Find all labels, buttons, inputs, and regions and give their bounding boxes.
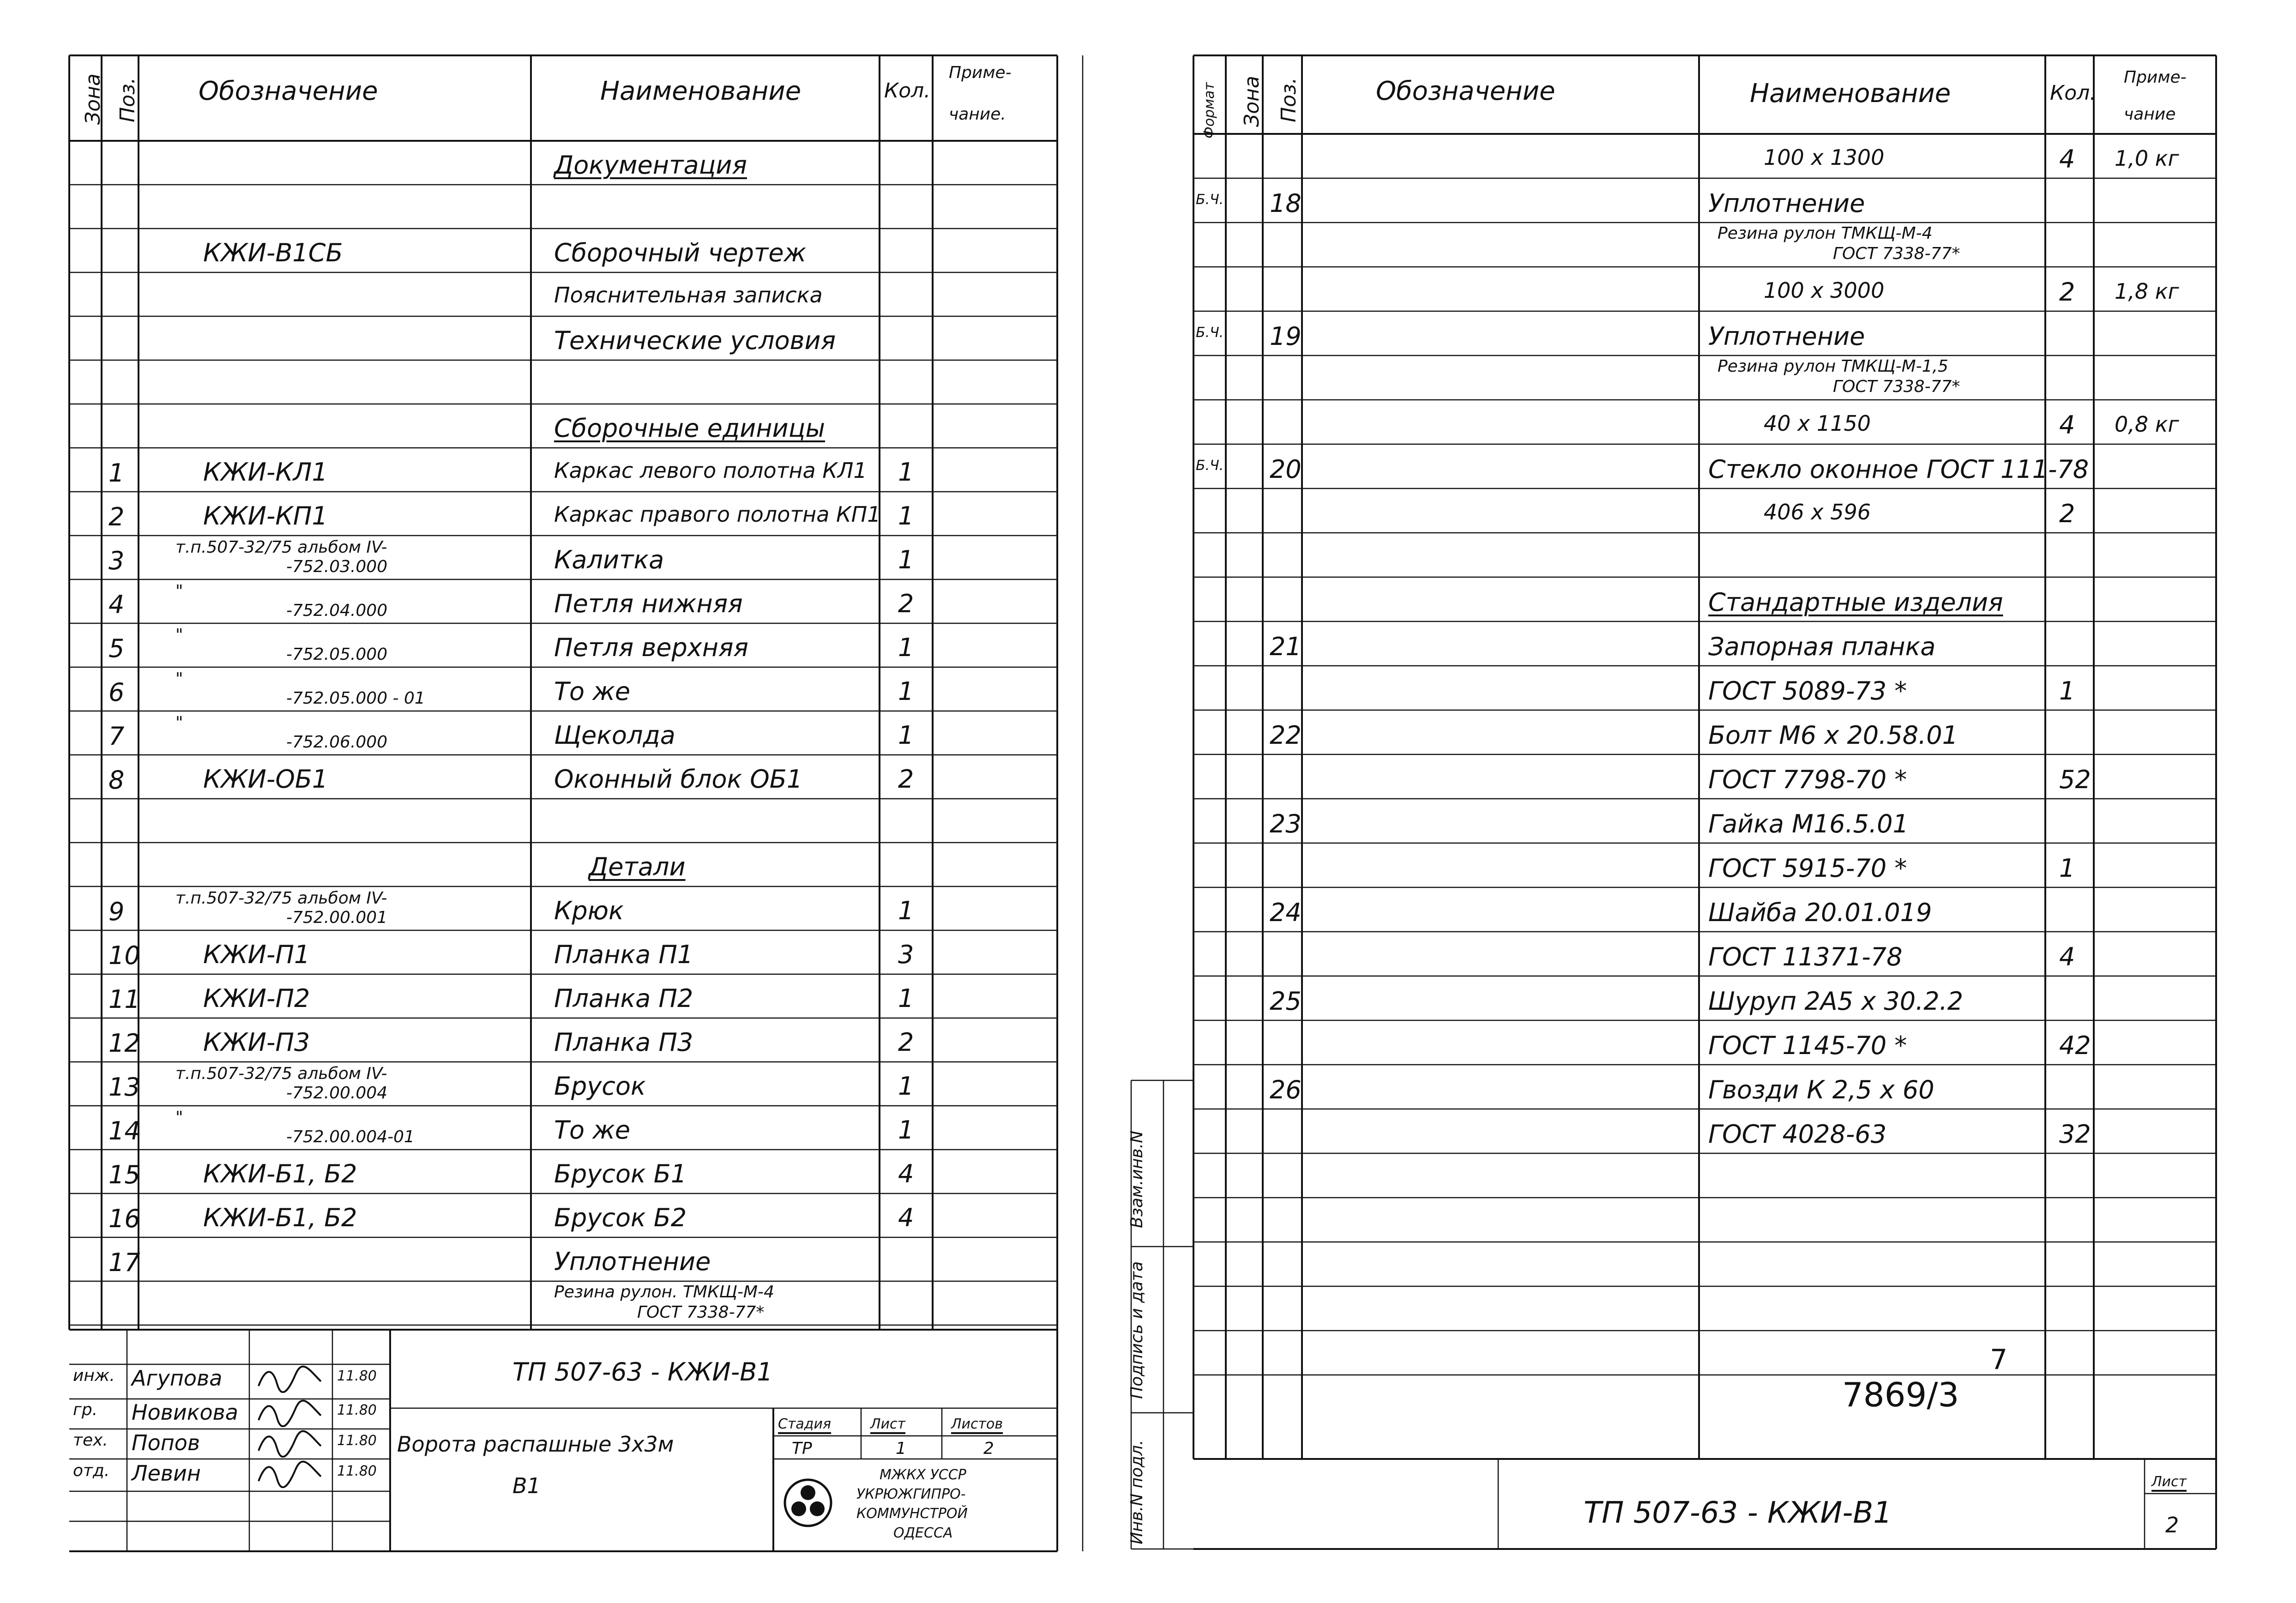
signature-icon bbox=[256, 1460, 325, 1490]
row-poz: 12 bbox=[108, 1029, 140, 1058]
row-poz: 7 bbox=[108, 722, 125, 751]
right-header-format: Формат bbox=[1201, 82, 1217, 139]
row-poz: 2 bbox=[108, 502, 125, 531]
row-naimenovanie: Планка П1 bbox=[554, 940, 693, 969]
row-kol: 1 bbox=[898, 545, 914, 574]
row-oboznachenie: КЖИ-П3 bbox=[203, 1028, 310, 1057]
right-list-label: Лист bbox=[2151, 1474, 2187, 1490]
left-listov-label: Листов bbox=[951, 1416, 1003, 1432]
section-heading: Детали bbox=[589, 852, 686, 881]
section-heading: Сборочные единицы bbox=[554, 414, 826, 443]
staff-date: 11.80 bbox=[337, 1433, 377, 1449]
row-poz: 19 bbox=[1270, 322, 1302, 351]
row-naimenovanie: 100 х 1300 bbox=[1764, 145, 1885, 170]
stamp-number: 7869/3 bbox=[1842, 1375, 1959, 1414]
row-poz: 15 bbox=[108, 1160, 140, 1189]
row-poz: 24 bbox=[1270, 898, 1302, 927]
row-poz: 3 bbox=[108, 546, 125, 575]
row-kol: 4 bbox=[2059, 410, 2075, 440]
row-naimenovanie: Уплотнение bbox=[1708, 322, 1865, 351]
row-naimenovanie: Уплотнение bbox=[554, 1247, 711, 1276]
row-kol: 1 bbox=[898, 1115, 914, 1145]
row-naimenovanie: 406 х 596 bbox=[1764, 500, 1871, 524]
left-header-prim-2: чание. bbox=[949, 105, 1006, 124]
row-poz: 6 bbox=[108, 678, 125, 707]
right-header-kol: Кол. bbox=[2050, 81, 2097, 105]
row-poz: 14 bbox=[108, 1116, 140, 1145]
row-kol: 2 bbox=[898, 1028, 914, 1057]
row-oboznachenie-2: -752.05.000 - 01 bbox=[286, 689, 425, 708]
row-oboznachenie: " bbox=[175, 626, 183, 645]
row-naimenovanie: Петля верхняя bbox=[554, 633, 749, 662]
row-kol: 2 bbox=[2059, 499, 2075, 528]
row-kol: 52 bbox=[2059, 765, 2091, 794]
row-naimenovanie: Брусок Б2 bbox=[554, 1203, 687, 1232]
row-naimenovanie: Оконный блок ОБ1 bbox=[554, 765, 803, 794]
row-naimenovanie: Гвозди К 2,5 х 60 bbox=[1708, 1075, 1934, 1104]
row-poz: 10 bbox=[108, 941, 140, 970]
row-kol: 4 bbox=[2059, 145, 2075, 174]
org-line-1: МЖКХ УССР bbox=[880, 1467, 966, 1483]
side-label-inv-podl: Инв.N подл. bbox=[1127, 1440, 1146, 1544]
row-kol: 32 bbox=[2059, 1120, 2091, 1149]
staff-date: 11.80 bbox=[337, 1368, 377, 1384]
row-naimenovanie: Брусок Б1 bbox=[554, 1159, 687, 1188]
signature-icon bbox=[256, 1399, 325, 1429]
row-kol: 1 bbox=[2059, 676, 2075, 705]
right-list-value: 2 bbox=[2165, 1513, 2179, 1537]
row-poz: 17 bbox=[108, 1248, 140, 1277]
row-kol: 1 bbox=[898, 633, 914, 662]
row-prim: 1,0 кг bbox=[2115, 146, 2179, 171]
right-title-designation: ТП 507-63 - КЖИ-В1 bbox=[1584, 1496, 1892, 1530]
side-label-podpis-data: Подпись и дата bbox=[1127, 1261, 1146, 1399]
left-list-label: Лист bbox=[870, 1416, 906, 1432]
row-naimenovanie: ГОСТ 5089-73 * bbox=[1708, 676, 1907, 705]
left-stadia-label: Стадия bbox=[778, 1416, 832, 1432]
left-list-value: 1 bbox=[896, 1439, 906, 1458]
row-oboznachenie-2: -752.06.000 bbox=[286, 733, 388, 752]
org-logo-icon bbox=[783, 1477, 833, 1528]
row-naimenovanie: Щеколда bbox=[554, 721, 675, 750]
row-naimenovanie: Планка П3 bbox=[554, 1028, 693, 1057]
row-oboznachenie-2: -752.05.000 bbox=[286, 645, 388, 664]
row-kol: 2 bbox=[2059, 277, 2075, 307]
row-naimenovanie: ГОСТ 5915-70 * bbox=[1708, 854, 1907, 883]
row-oboznachenie-2: -752.03.000 bbox=[286, 557, 388, 576]
row-poz: 8 bbox=[108, 765, 125, 795]
row-oboznachenie: КЖИ-КП1 bbox=[203, 501, 328, 530]
row-format: Б.Ч. bbox=[1196, 458, 1224, 474]
row-naimenovanie-2: ГОСТ 7338-77* bbox=[637, 1303, 765, 1322]
staff-role: отд. bbox=[73, 1461, 110, 1480]
row-oboznachenie: КЖИ-П2 bbox=[203, 984, 310, 1013]
row-naimenovanie: Брусок bbox=[554, 1072, 646, 1101]
row-kol: 4 bbox=[898, 1203, 914, 1232]
row-poz: 23 bbox=[1270, 809, 1302, 838]
row-oboznachenie: КЖИ-Б1, Б2 bbox=[203, 1159, 357, 1188]
row-naimenovanie: Гайка М16.5.01 bbox=[1708, 809, 1909, 838]
row-naimenovanie: Шуруп 2А5 х 30.2.2 bbox=[1708, 987, 1964, 1016]
row-naimenovanie: Крюк bbox=[554, 896, 624, 925]
section-heading: Документация bbox=[554, 151, 747, 180]
row-naimenovanie-2: ГОСТ 7338-77* bbox=[1833, 377, 1960, 396]
row-oboznachenie: т.п.507-32/75 альбом IV- bbox=[175, 1064, 387, 1083]
side-label-vzam-inv: Взам.инв.N bbox=[1127, 1130, 1146, 1228]
right-header-prim-2: чание bbox=[2124, 105, 2176, 124]
row-kol: 1 bbox=[898, 501, 914, 530]
row-oboznachenie-2: -752.00.001 bbox=[286, 908, 388, 927]
row-naimenovanie: 40 х 1150 bbox=[1764, 411, 1871, 436]
signature-icon bbox=[256, 1365, 325, 1395]
row-poz: 9 bbox=[108, 897, 125, 926]
right-header-zona: Зона bbox=[1240, 76, 1264, 127]
row-naimenovanie: ГОСТ 11371-78 bbox=[1708, 942, 1903, 971]
row-oboznachenie: " bbox=[175, 669, 183, 688]
staff-role: гр. bbox=[73, 1400, 98, 1419]
row-naimenovanie: Шайба 20.01.019 bbox=[1708, 898, 1932, 927]
row-kol: 1 bbox=[898, 984, 914, 1013]
row-poz: 1 bbox=[108, 458, 125, 488]
staff-role: инж. bbox=[73, 1366, 115, 1385]
row-kol: 1 bbox=[898, 1072, 914, 1101]
row-oboznachenie-2: -752.00.004 bbox=[286, 1084, 388, 1103]
row-naimenovanie: То же bbox=[554, 1115, 631, 1145]
row-poz: 13 bbox=[108, 1073, 140, 1102]
right-header-naimenovanie: Наименование bbox=[1750, 78, 1951, 108]
row-prim: 0,8 кг bbox=[2115, 412, 2179, 437]
staff-name: Новикова bbox=[132, 1400, 238, 1425]
row-naimenovanie: То же bbox=[554, 677, 631, 706]
row-oboznachenie: т.п.507-32/75 альбом IV- bbox=[175, 889, 387, 908]
row-kol: 1 bbox=[898, 721, 914, 750]
left-stadia-value: ТР bbox=[792, 1439, 812, 1458]
row-kol: 1 bbox=[898, 458, 914, 487]
row-naimenovanie: Резина рулон ТМКЩ-М-1,5 bbox=[1717, 357, 1948, 376]
row-naimenovanie: 100 х 3000 bbox=[1764, 278, 1885, 303]
row-poz: 18 bbox=[1270, 189, 1302, 218]
staff-name: Левин bbox=[132, 1461, 201, 1486]
stamp-small-number: 7 bbox=[1990, 1344, 2008, 1376]
left-title-name-2: В1 bbox=[512, 1473, 541, 1498]
row-oboznachenie-2: -752.00.004-01 bbox=[286, 1127, 415, 1146]
row-kol: 1 bbox=[898, 677, 914, 706]
left-title-name-1: Ворота распашные 3х3м bbox=[397, 1432, 674, 1457]
row-oboznachenie-2: -752.04.000 bbox=[286, 601, 388, 620]
left-header-prim-1: Приме- bbox=[949, 63, 1012, 82]
row-naimenovanie: Пояснительная записка bbox=[554, 283, 823, 307]
row-oboznachenie: КЖИ-П1 bbox=[203, 940, 310, 969]
row-prim: 1,8 кг bbox=[2115, 279, 2179, 304]
row-naimenovanie: ГОСТ 4028-63 bbox=[1708, 1120, 1887, 1149]
right-header-oboznachenie: Обозначение bbox=[1376, 76, 1555, 106]
org-line-3: КОММУНСТРОЙ bbox=[856, 1506, 968, 1522]
row-kol: 42 bbox=[2059, 1031, 2091, 1060]
row-kol: 4 bbox=[2059, 942, 2075, 971]
row-poz: 20 bbox=[1270, 455, 1302, 484]
row-format: Б.Ч. bbox=[1196, 325, 1224, 341]
row-kol: 1 bbox=[898, 896, 914, 925]
row-naimenovanie: Петля нижняя bbox=[554, 589, 743, 618]
row-poz: 25 bbox=[1270, 987, 1302, 1016]
staff-role: тех. bbox=[73, 1431, 108, 1450]
staff-date: 11.80 bbox=[337, 1463, 377, 1479]
row-oboznachenie: КЖИ-В1СБ bbox=[203, 238, 343, 267]
row-naimenovanie: ГОСТ 7798-70 * bbox=[1708, 765, 1907, 794]
row-oboznachenie: " bbox=[175, 582, 183, 601]
org-line-4: ОДЕССА bbox=[893, 1525, 953, 1541]
row-kol: 3 bbox=[898, 940, 914, 969]
left-listov-value: 2 bbox=[983, 1439, 994, 1458]
signature-icon bbox=[256, 1430, 325, 1459]
row-naimenovanie: Стекло оконное ГОСТ 111-78 bbox=[1708, 455, 2089, 484]
org-line-2: УКРЮЖГИПРО- bbox=[856, 1486, 966, 1502]
row-naimenovanie: Планка П2 bbox=[554, 984, 693, 1013]
staff-name: Попов bbox=[132, 1430, 200, 1455]
left-header-naimenovanie: Наименование bbox=[600, 76, 801, 106]
row-naimenovanie: Технические условия bbox=[554, 326, 836, 355]
row-oboznachenie: КЖИ-ОБ1 bbox=[203, 765, 328, 794]
left-header-zona: Зона bbox=[81, 73, 105, 125]
row-naimenovanie: Запорная планка bbox=[1708, 632, 1936, 661]
row-poz: 5 bbox=[108, 634, 125, 663]
left-header-kol: Кол. bbox=[884, 79, 931, 102]
row-naimenovanie: ГОСТ 1145-70 * bbox=[1708, 1031, 1907, 1060]
row-naimenovanie-2: ГОСТ 7338-77* bbox=[1833, 244, 1960, 263]
row-kol: 1 bbox=[2059, 854, 2075, 883]
row-poz: 21 bbox=[1270, 632, 1302, 661]
staff-date: 11.80 bbox=[337, 1402, 377, 1418]
row-poz: 22 bbox=[1270, 721, 1302, 750]
left-header-poz: Поз. bbox=[116, 77, 139, 122]
row-kol: 2 bbox=[898, 589, 914, 618]
row-oboznachenie: т.п.507-32/75 альбом IV- bbox=[175, 538, 387, 557]
row-format: Б.Ч. bbox=[1196, 192, 1224, 208]
row-oboznachenie: КЖИ-КЛ1 bbox=[203, 458, 328, 487]
row-naimenovanie: Болт М6 х 20.58.01 bbox=[1708, 721, 1958, 750]
row-poz: 4 bbox=[108, 590, 125, 619]
row-naimenovanie: Калитка bbox=[554, 545, 664, 574]
row-naimenovanie: Резина рулон. ТМКЩ-М-4 bbox=[554, 1283, 774, 1302]
row-poz: 11 bbox=[108, 985, 140, 1014]
row-kol: 4 bbox=[898, 1159, 914, 1188]
right-header-poz: Поз. bbox=[1277, 77, 1301, 122]
row-oboznachenie: " bbox=[175, 713, 183, 732]
row-naimenovanie: Сборочный чертеж bbox=[554, 238, 807, 267]
row-kol: 2 bbox=[898, 765, 914, 794]
row-naimenovanie: Уплотнение bbox=[1708, 189, 1865, 218]
left-title-designation: ТП 507-63 - КЖИ-В1 bbox=[512, 1357, 773, 1386]
row-oboznachenie: КЖИ-Б1, Б2 bbox=[203, 1203, 357, 1232]
row-naimenovanie: Каркас правого полотна КП1 bbox=[554, 502, 881, 527]
right-header-prim-1: Приме- bbox=[2124, 68, 2187, 87]
section-heading: Стандартные изделия bbox=[1708, 588, 2003, 617]
left-header-oboznachenie: Обозначение bbox=[199, 76, 378, 106]
row-naimenovanie: Каркас левого полотна КЛ1 bbox=[554, 458, 867, 483]
row-poz: 26 bbox=[1270, 1075, 1302, 1104]
row-oboznachenie: " bbox=[175, 1108, 183, 1127]
staff-name: Агупова bbox=[132, 1366, 223, 1391]
row-poz: 16 bbox=[108, 1204, 140, 1233]
row-naimenovanie: Резина рулон ТМКЩ-М-4 bbox=[1717, 224, 1933, 243]
